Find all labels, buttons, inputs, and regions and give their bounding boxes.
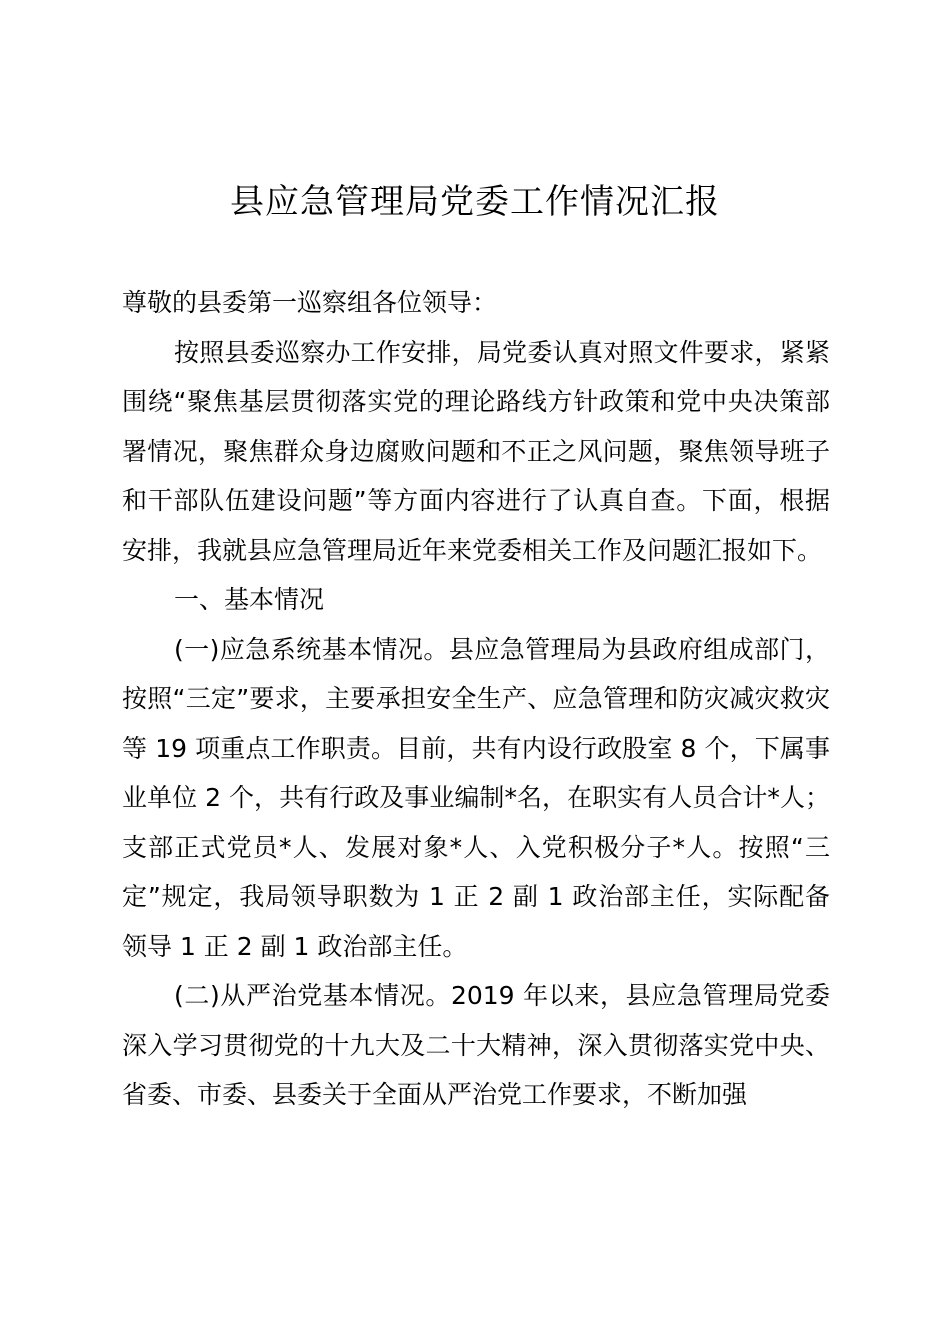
paragraph-emergency-system: (一)应急系统基本情况。县应急管理局为县政府组成部门，按照“三定”要求，主要承担安全生产、应急管理和防灾减灾救灾等 19 项重点工作职责。目前，共有内设行政股室 8 个，下属事业单位 2 个，共有行政及事业编制*名，在职实有人员合计*人；支部正式党员*人、发展对象*人、入党积极分子*人。按照“三定”规定，我局领导职数为 1 正 2 副 1 政治部主任，实际配备领导 1 正 2 副 1 政治部主任。 [122,634,830,961]
document-title: 县应急管理局党委工作情况汇报 [230,182,720,222]
paragraph-party-governance: (二)从严治党基本情况。2019 年以来，县应急管理局党委深入学习贯彻党的十九大及二十大精神，深入贯彻落实党中央、省委、市委、县委关于全面从严治党工作要求，不断加强 [122,981,830,1109]
document-body [122,278,830,1120]
salutation: 尊敬的县委第一巡察组各位领导： [122,288,498,317]
paragraph-intro: 按照县委巡察办工作安排，局党委认真对照文件要求，紧紧围绕“聚焦基层贯彻落实党的理论路线方针政策和党中央决策部署情况，聚焦群众身边腐败问题和不正之风问题，聚焦领导班子和干部队伍建设问题”等方面内容进行了认真自查。下面，根据安排，我就县应急管理局近年来党委相关工作及问题汇报如下。 [122,337,830,565]
section-heading-basic-situation: 一、基本情况 [174,585,325,614]
